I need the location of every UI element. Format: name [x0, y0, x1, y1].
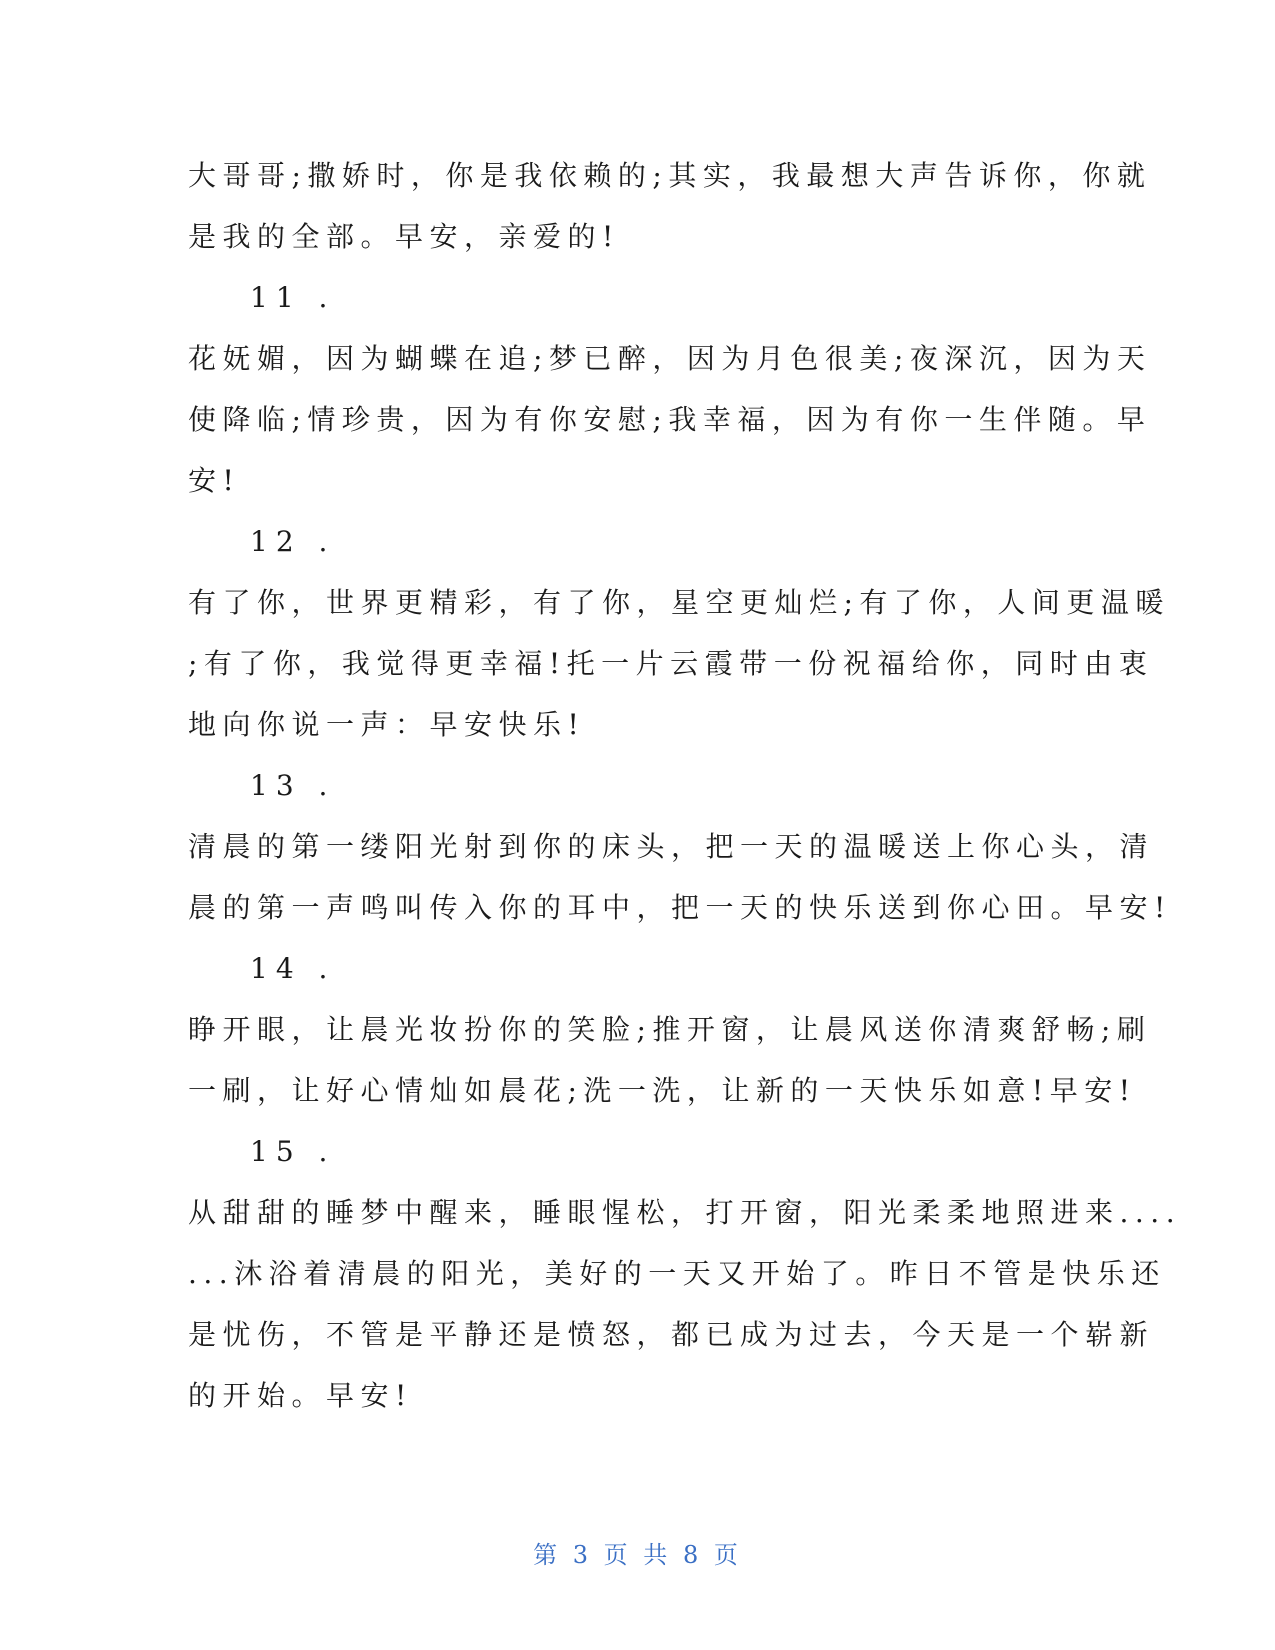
item-number: 13 . [250, 769, 336, 802]
item-number: 14 . [250, 952, 336, 985]
body-line: ;有了你，我觉得更幸福!托一片云霞带一份祝福给你，同时由衷 [188, 647, 1154, 680]
body-line: 是忧伤，不管是平静还是愤怒，都已成为过去，今天是一个崭新 [188, 1318, 1155, 1351]
body-line: 睁开眼，让晨光妆扮你的笑脸;推开窗，让晨风送你清爽舒畅;刷 [188, 1013, 1152, 1046]
item-number: 11 . [250, 281, 336, 314]
item-number: 15 . [250, 1135, 336, 1168]
body-line: 从甜甜的睡梦中醒来，睡眼惺松，打开窗，阳光柔柔地照进来.... [188, 1196, 1182, 1229]
body-line: 的开始。早安! [188, 1379, 413, 1412]
item-number: 12 . [250, 525, 336, 558]
body-line: ...沐浴着清晨的阳光，美好的一天又开始了。昨日不管是快乐还 [188, 1257, 1166, 1290]
page-number-footer: 第 3 页 共 8 页 [533, 1541, 742, 1569]
body-line: 花妩媚，因为蝴蝶在追;梦已醉，因为月色很美;夜深沉，因为天 [188, 342, 1152, 375]
page-body [188, 145, 1182, 1426]
body-line: 地向你说一声：早安快乐! [188, 708, 586, 741]
body-line: 安! [188, 464, 241, 497]
body-line: 一刷，让好心情灿如晨花;洗一洗，让新的一天快乐如意!早安! [188, 1074, 1137, 1107]
body-line: 有了你，世界更精彩，有了你，星空更灿烂;有了你，人间更温暖 [188, 586, 1170, 619]
body-line: 使降临;情珍贵，因为有你安慰;我幸福，因为有你一生伴随。早 [188, 403, 1152, 436]
body-line: 清晨的第一缕阳光射到你的床头，把一天的温暖送上你心头，清 [188, 830, 1155, 863]
body-line: 大哥哥;撒娇时，你是我依赖的;其实，我最想大声告诉你，你就 [188, 159, 1152, 192]
body-line: 是我的全部。早安，亲爱的! [188, 220, 620, 253]
body-line: 晨的第一声鸣叫传入你的耳中，把一天的快乐送到你心田。早安! [188, 891, 1172, 924]
